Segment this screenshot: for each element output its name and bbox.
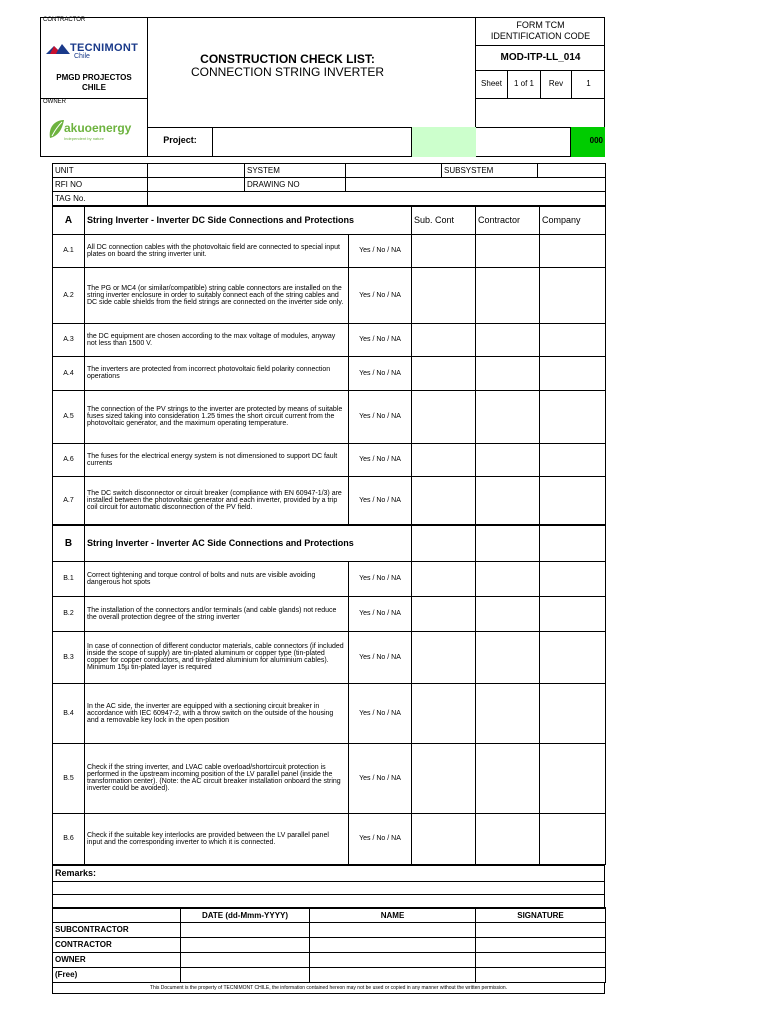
item-code: B.1 [53, 561, 85, 596]
item-options[interactable]: Yes / No / NA [349, 356, 412, 390]
item-text: the DC equipment are chosen according to the max voltage of modules, anyway not less than 1500 V. [85, 323, 349, 356]
item-text: In case of connection of different conductor materials, cable connectors (if included inside the scope of supply) are tin-plated aluminum or copper type (tin-plated copper for copper conductors, and tin-plated aluminium for aluminium cables). Minimum 15µ tin-plated layer is required [85, 631, 349, 683]
item-options[interactable]: Yes / No / NA [349, 443, 412, 476]
akuo-logo-text: akuoenergy [64, 121, 132, 135]
item-text: The connection of the PV strings to the inverter are protected by means of suitable fuses sized taking into consideration 1.25 times the short circuit current from the photovoltaic generator, and the maximum operating temperature. [85, 390, 349, 443]
col-company: Company [540, 206, 606, 234]
tecnimont-logo-text: TECNIMONT [70, 42, 139, 54]
name-field[interactable] [310, 922, 476, 937]
rev-value: 1 [586, 79, 591, 88]
section-b-contractor [476, 525, 540, 561]
page-subtitle: CONNECTION STRING INVERTER [190, 65, 385, 79]
sub-cont-check[interactable] [412, 390, 476, 443]
item-text: Check if the suitable key interlocks are provided between the LV parallel panel input and the corresponding inverter to which it is connected. [85, 813, 349, 864]
tecnimont-mark-icon [46, 42, 72, 56]
sub-cont-check[interactable] [412, 234, 476, 267]
sub-cont-check[interactable] [412, 743, 476, 813]
tag-label: TAG No. [53, 192, 148, 206]
company-check[interactable] [540, 443, 606, 476]
item-code: A.1 [53, 234, 85, 267]
date-field[interactable] [181, 937, 310, 952]
sheet-value: 1 of 1 [513, 79, 534, 88]
subsystem-label: SUBSYSTEM [442, 164, 538, 178]
name-header: NAME [310, 908, 476, 922]
sheet-label: Sheet [481, 79, 502, 88]
akuo-logo [48, 118, 146, 148]
sub-cont-check[interactable] [412, 683, 476, 743]
item-code: A.7 [53, 476, 85, 525]
item-text: The installation of the connectors and/or terminals (and cable glands) not reduce the overall protection degree of the string inverter [85, 596, 349, 631]
signoff-role: (Free) [53, 967, 181, 982]
contractor-check[interactable] [476, 356, 540, 390]
company-check[interactable] [540, 683, 606, 743]
name-field[interactable] [310, 967, 476, 982]
project-input[interactable] [213, 128, 411, 157]
signature-field[interactable] [476, 967, 606, 982]
system-value[interactable] [346, 164, 442, 178]
signoff-role: OWNER [53, 952, 181, 967]
page-title: CONSTRUCTION CHECK LIST: [200, 52, 375, 66]
contractor-check[interactable] [476, 234, 540, 267]
contractor-check[interactable] [476, 390, 540, 443]
item-code: B.4 [53, 683, 85, 743]
rfi-label: RFI NO [53, 178, 148, 192]
signoff-role: SUBCONTRACTOR [53, 922, 181, 937]
company-check[interactable] [540, 743, 606, 813]
item-text: The inverters are protected from incorrect photovoltaic field polarity connection operations [85, 356, 349, 390]
item-text: All DC connection cables with the photovoltaic field are connected to special input plates on board the string inverter unit. [85, 234, 349, 267]
signature-header: SIGNATURE [476, 908, 606, 922]
header-divider [476, 45, 605, 46]
company-check[interactable] [540, 267, 606, 323]
item-code: A.4 [53, 356, 85, 390]
header-divider [476, 98, 605, 99]
item-text: Correct tightening and torque control of bolts and nuts are visible avoiding dangerous hot spots [85, 561, 349, 596]
company-check[interactable] [540, 561, 606, 596]
item-options[interactable]: Yes / No / NA [349, 743, 412, 813]
item-code: A.5 [53, 390, 85, 443]
item-code: B.3 [53, 631, 85, 683]
tecnimont-logo [44, 40, 148, 66]
contractor-check[interactable] [476, 561, 540, 596]
checklist-table [52, 205, 606, 865]
sub-cont-check[interactable] [412, 813, 476, 864]
sub-cont-check[interactable] [412, 356, 476, 390]
remarks-label: Remarks: [53, 865, 605, 881]
item-options[interactable]: Yes / No / NA [349, 390, 412, 443]
akuo-logo-sub: Independent by nature [64, 136, 105, 141]
date-header: DATE (dd-Mmm-YYYY) [181, 908, 310, 922]
company-check[interactable] [540, 323, 606, 356]
item-code: A.6 [53, 443, 85, 476]
contractor-check[interactable] [476, 267, 540, 323]
sub-cont-check[interactable] [412, 561, 476, 596]
sub-cont-check[interactable] [412, 267, 476, 323]
rev-label: Rev [548, 79, 564, 88]
item-options[interactable]: Yes / No / NA [349, 683, 412, 743]
item-options[interactable]: Yes / No / NA [349, 561, 412, 596]
company-check[interactable] [540, 813, 606, 864]
signoff-role: CONTRACTOR [53, 937, 181, 952]
info-grid [52, 163, 606, 206]
unit-label: UNIT [53, 164, 148, 178]
company-check[interactable] [540, 390, 606, 443]
rfi-value[interactable] [148, 178, 245, 192]
drawing-value[interactable] [346, 178, 606, 192]
contractor-check[interactable] [476, 476, 540, 525]
item-options[interactable]: Yes / No / NA [349, 267, 412, 323]
remarks-table [52, 864, 605, 908]
item-text: The PG or MC4 (or similar/compatible) string cable connectors are installed on the string inverter enclosure in order to suitably connect each of the string cables and DC side cable shields from the field strings are connected on the inverter side only. [85, 267, 349, 323]
sub-cont-check[interactable] [412, 476, 476, 525]
sub-cont-check[interactable] [412, 323, 476, 356]
signature-field[interactable] [476, 937, 606, 952]
signoff-table [52, 907, 606, 983]
form-id-label: FORM TCM IDENTIFICATION CODE [490, 20, 591, 41]
sub-cont-check[interactable] [412, 631, 476, 683]
section-a-letter: A [53, 206, 85, 234]
contractor-check[interactable] [476, 683, 540, 743]
col-contractor: Contractor [476, 206, 540, 234]
company-check[interactable] [540, 356, 606, 390]
drawing-label: DRAWING NO [245, 178, 346, 192]
section-b-company [540, 525, 606, 561]
section-b-title: String Inverter - Inverter AC Side Connections and Protections [85, 525, 412, 561]
item-code: B.2 [53, 596, 85, 631]
project-field-green[interactable] [411, 127, 476, 157]
item-text: Check if the string inverter, and LVAC cable overload/shortcircuit protection is performed in the upstream incoming position of the LV parallel panel (inside the transformation center). (Note: the AC circuit breaker installation onboard the string inverter could be avoided). [85, 743, 349, 813]
item-options[interactable]: Yes / No / NA [349, 234, 412, 267]
sub-cont-check[interactable] [412, 443, 476, 476]
section-b-letter: B [53, 525, 85, 561]
item-code: A.2 [53, 267, 85, 323]
remarks-line[interactable] [53, 881, 605, 894]
section-a-title: String Inverter - Inverter DC Side Connections and Protections [85, 206, 412, 234]
date-field[interactable] [181, 952, 310, 967]
item-code: B.5 [53, 743, 85, 813]
signature-field[interactable] [476, 952, 606, 967]
contractor-check[interactable] [476, 813, 540, 864]
contractor-check[interactable] [476, 443, 540, 476]
footer-note: This Document is the property of TECNIMONT CHILE, the information contained hereon may not be used or copied in any manner without the written permission. [52, 982, 605, 994]
item-text: The DC switch disconnector or circuit breaker (compliance with EN 60947-1/3) are installed between the photovoltaic generator and each inverter, provided by a trip coil circuit for automatic disconnection of the PV field. [85, 476, 349, 525]
item-options[interactable]: Yes / No / NA [349, 596, 412, 631]
project-code: 000 [570, 127, 605, 157]
sub-cont-check[interactable] [412, 596, 476, 631]
project-label: Project: [163, 135, 197, 145]
contractor-label: CONTRACTOR [43, 17, 86, 23]
item-code: A.3 [53, 323, 85, 356]
contractor-check[interactable] [476, 323, 540, 356]
company-check[interactable] [540, 631, 606, 683]
contractor-check[interactable] [476, 743, 540, 813]
company-check[interactable] [540, 476, 606, 525]
date-field[interactable] [181, 967, 310, 982]
name-field[interactable] [310, 937, 476, 952]
signature-field[interactable] [476, 922, 606, 937]
signoff-corner [53, 908, 181, 922]
item-options[interactable]: Yes / No / NA [349, 813, 412, 864]
col-sub-cont: Sub. Cont [412, 206, 476, 234]
company-check[interactable] [540, 596, 606, 631]
item-options[interactable]: Yes / No / NA [349, 323, 412, 356]
item-text: In the AC side, the inverter are equipped with a sectioning circuit breaker in accordance with IEC 60947-2, with a throw switch on the outside of the housing and a removable key lock in the open position [85, 683, 349, 743]
form-code: MOD-ITP-LL_014 [500, 52, 581, 63]
item-code: B.6 [53, 813, 85, 864]
section-b-sub-cont [412, 525, 476, 561]
item-options[interactable]: Yes / No / NA [349, 631, 412, 683]
subsystem-value[interactable] [538, 164, 606, 178]
contractor-check[interactable] [476, 596, 540, 631]
tecnimont-logo-sub: Chile [74, 53, 90, 60]
tag-value[interactable] [148, 192, 606, 206]
name-field[interactable] [310, 952, 476, 967]
unit-value[interactable] [148, 164, 245, 178]
contractor-check[interactable] [476, 631, 540, 683]
item-text: The fuses for the electrical energy system is not dimensioned to support DC fault currents [85, 443, 349, 476]
system-label: SYSTEM [245, 164, 346, 178]
date-field[interactable] [181, 922, 310, 937]
item-options[interactable]: Yes / No / NA [349, 476, 412, 525]
remarks-line[interactable] [53, 894, 605, 907]
contractor-name: PMGD PROJECTOS CHILE [56, 73, 132, 92]
owner-label: OWNER [43, 99, 66, 105]
company-check[interactable] [540, 234, 606, 267]
